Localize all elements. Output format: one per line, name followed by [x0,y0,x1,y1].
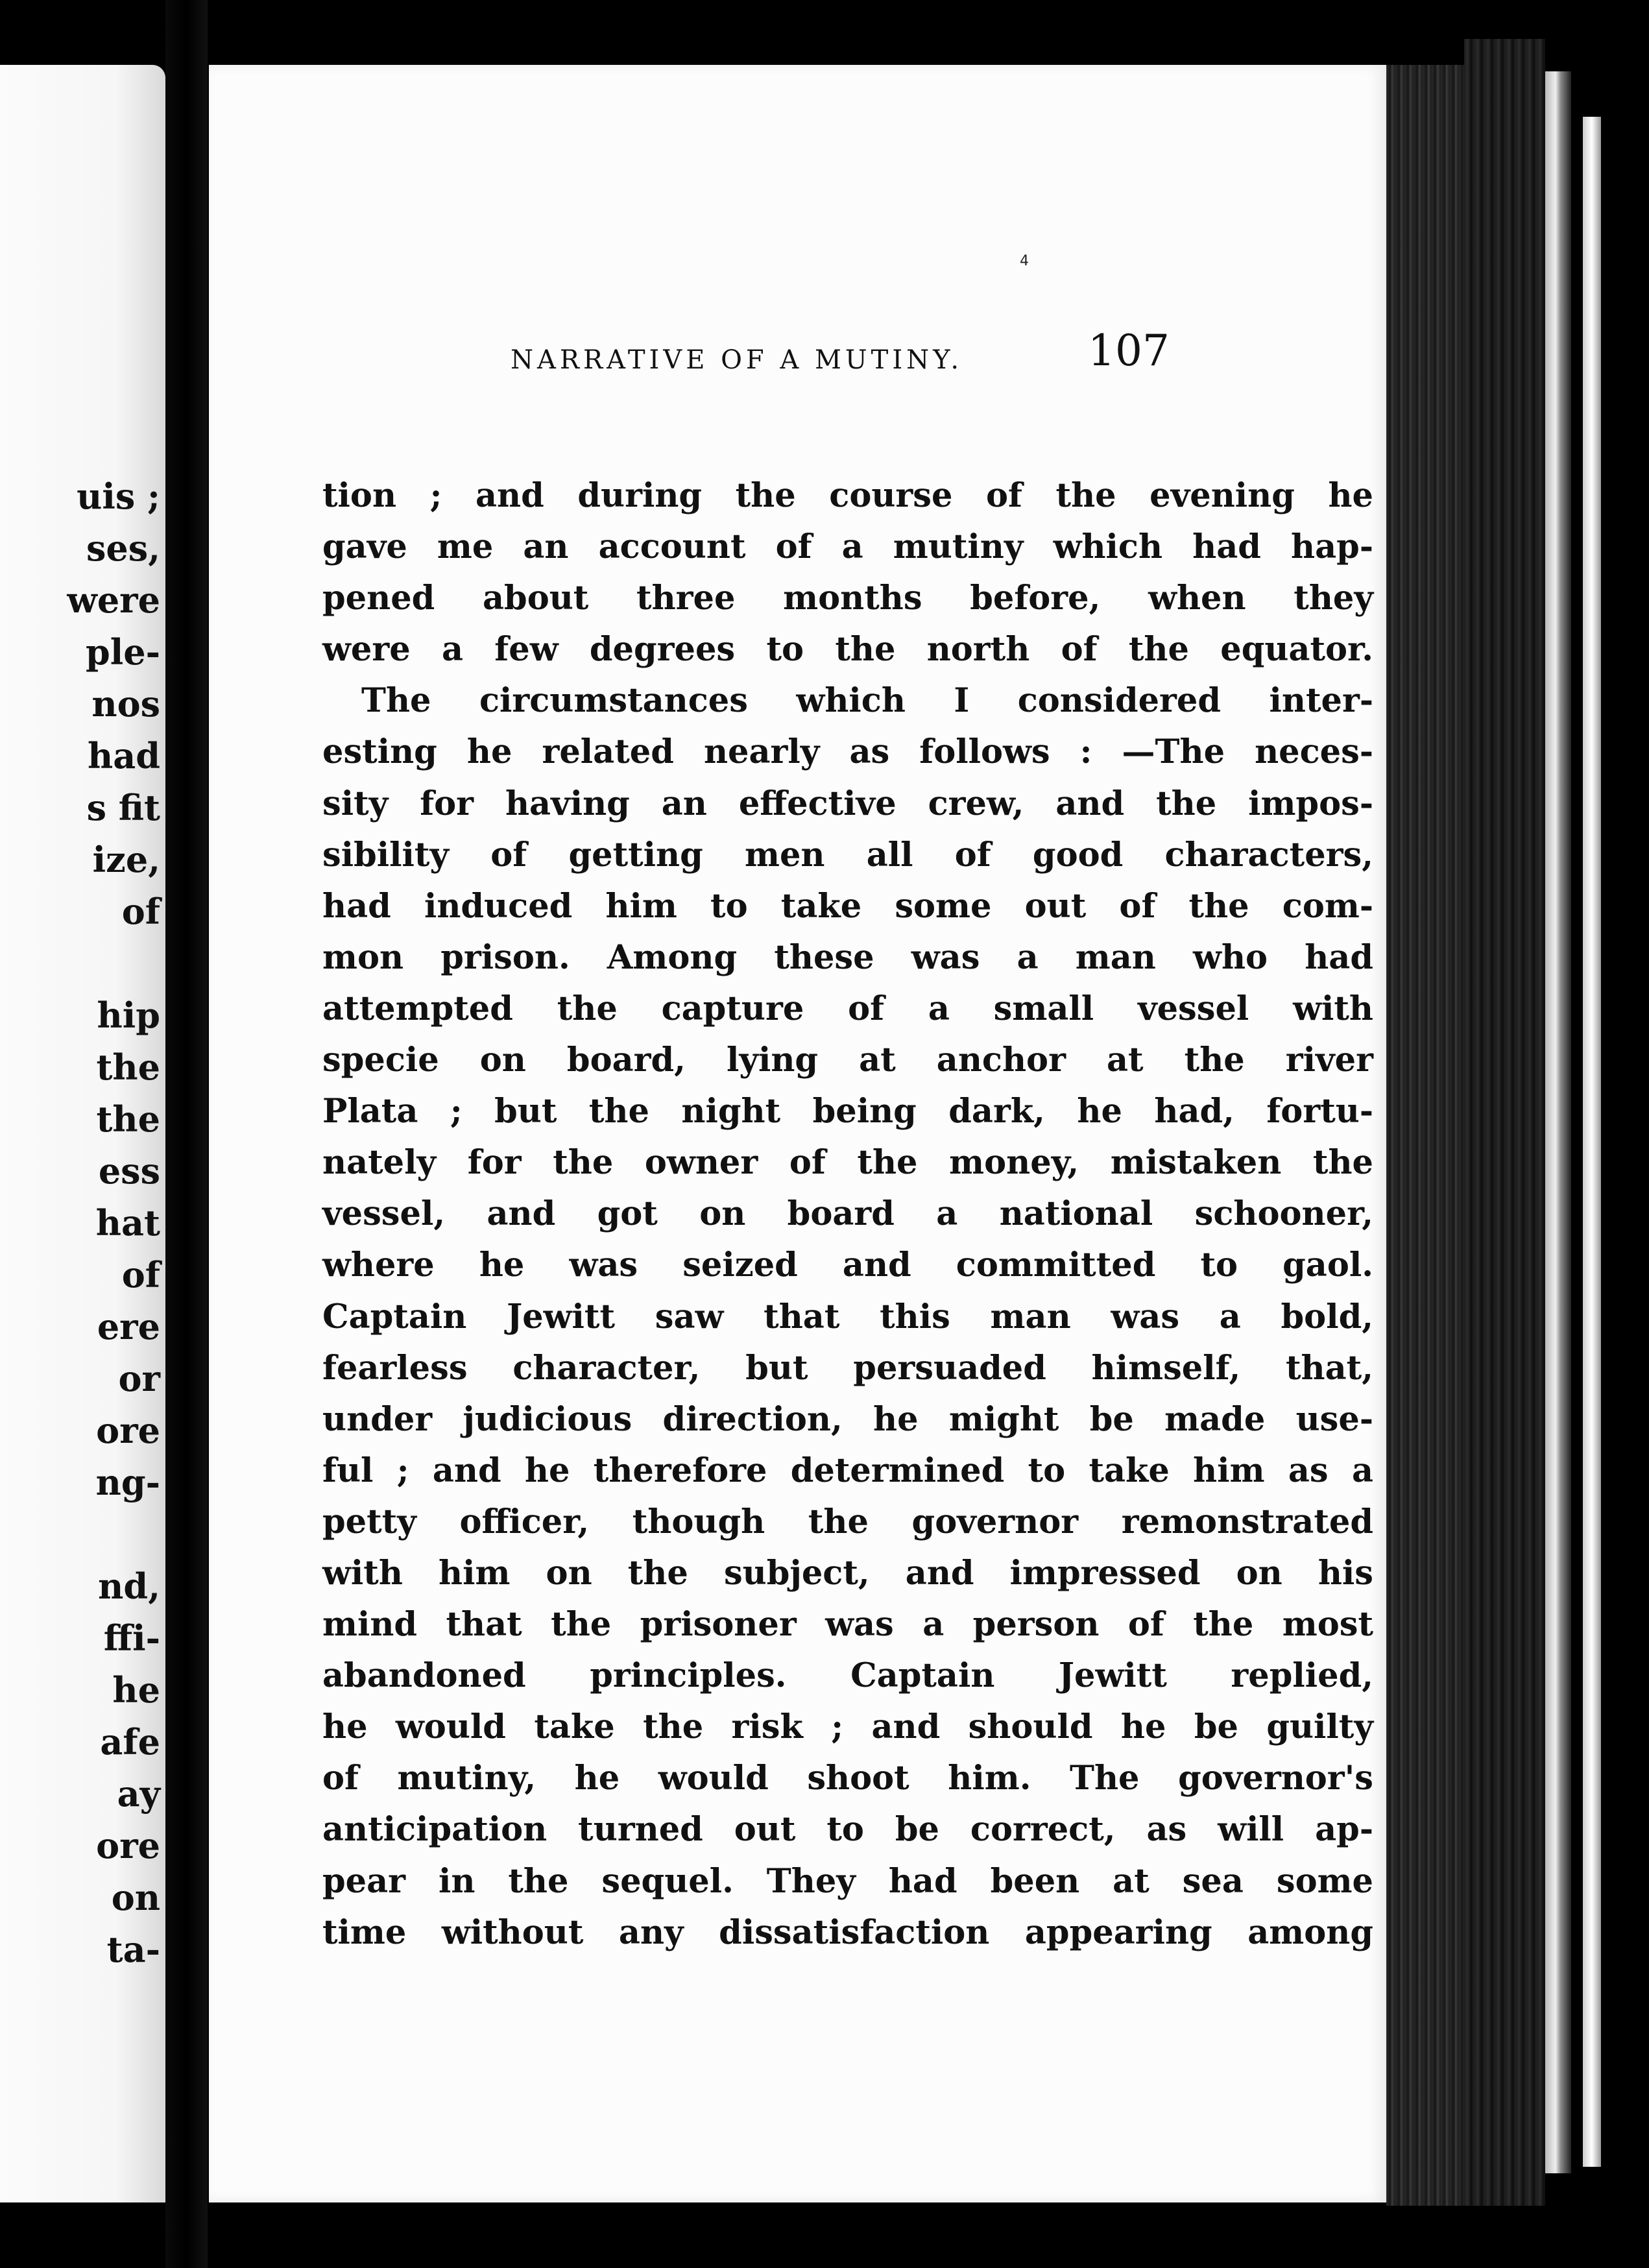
text-line: vessel, and got on board a national schooner, [322,1194,1373,1234]
facing-line: ta- [106,1929,160,1970]
facing-line: uis ; [77,476,160,517]
text-line: petty officer, though the governor remonstrated [322,1502,1373,1541]
text-line: sity for having an effective crew, and the impos- [322,784,1373,823]
running-title: NARRATIVE OF A MUTINY. [511,345,963,375]
text-line: attempted the capture of a small vessel with [322,989,1373,1028]
page-number: 107 [1088,326,1170,376]
text-line: fearless character, but persuaded himself, that, [322,1348,1373,1388]
facing-line: ore [96,1410,160,1451]
facing-line: s fit [86,787,160,828]
text-line: with him on the subject, and impressed on his [322,1553,1373,1593]
text-line: time without any dissatisfaction appearing among [322,1912,1373,1952]
facing-line: had [87,735,160,777]
facing-line: ses, [86,527,160,569]
facing-line: of [121,891,160,932]
text-line: Plata ; but the night being dark, he had, fortu- [322,1092,1373,1131]
text-line: anticipation turned out to be correct, as will ap- [322,1810,1373,1850]
text-line: esting he related nearly as follows : —The neces- [322,732,1373,772]
facing-line: of [121,1254,160,1296]
text-line: sibility of getting men all of good characters, [322,835,1373,875]
body-text [322,470,1380,1959]
facing-line: ffi- [103,1617,160,1659]
text-line: pear in the sequel. They had been at sea some [322,1861,1373,1901]
text-line: were a few degrees to the north of the equator. [322,630,1373,670]
scanner-edge-strip [1583,117,1601,2167]
facing-line: or [118,1358,160,1399]
facing-line: the [96,1046,160,1088]
text-line: gave me an account of a mutiny which had hap- [322,527,1373,567]
cover-edge-highlight [1545,71,1571,2173]
facing-line: afe [100,1721,160,1763]
text-line: had induced him to take some out of the com- [322,886,1373,926]
facing-line: he [112,1669,160,1711]
text-line: Captain Jewitt saw that this man was a bold, [322,1297,1373,1336]
text-line: mind that the prisoner was a person of the most [322,1605,1373,1645]
facing-line: ng- [95,1462,160,1503]
page-edges [1386,65,1464,2206]
text-line: of mutiny, he would shoot him. The governor's [322,1759,1373,1798]
running-head [209,326,1386,384]
facing-line: nd, [98,1565,160,1607]
text-line: abandoned principles. Captain Jewitt replied, [322,1656,1373,1696]
facing-line [67,1508,160,1560]
facing-line: ple- [85,631,160,673]
facing-line: hip [97,995,160,1036]
facing-line [67,937,160,989]
text-line: nately for the owner of the money, mistaken the [322,1143,1373,1183]
facing-line: hat [95,1202,160,1244]
text-line: tion ; and during the course of the evening he [322,476,1373,515]
facing-line: ize, [92,839,160,880]
text-line: where he was seized and committed to gaol. [322,1246,1373,1285]
text-line: mon prison. Among these was a man who had [322,937,1373,977]
text-line: specie on board, lying at anchor at the river [322,1041,1373,1080]
facing-line: ore [96,1825,160,1866]
facing-line: on [111,1877,160,1918]
facing-line: ess [98,1150,160,1192]
facing-page-text [67,470,160,1975]
text-line: The circumstances which I considered inter- [361,681,1373,721]
page-mark: 4 [1020,253,1029,269]
page-107 [209,65,1386,2202]
facing-line: nos [91,683,160,725]
text-line: under judicious direction, he might be made use- [322,1399,1373,1439]
book-cover-edge [1464,39,1545,2206]
text-line: he would take the risk ; and should he be guilty [322,1707,1373,1747]
book-gutter [165,0,208,2268]
facing-line: ere [97,1306,160,1347]
text-line: pened about three months before, when they [322,579,1373,618]
facing-line: the [96,1098,160,1140]
facing-page-left [0,65,165,2202]
text-line: ful ; and he therefore determined to take him as a [322,1451,1373,1490]
facing-line: were [67,579,160,621]
facing-line: ay [117,1773,160,1815]
